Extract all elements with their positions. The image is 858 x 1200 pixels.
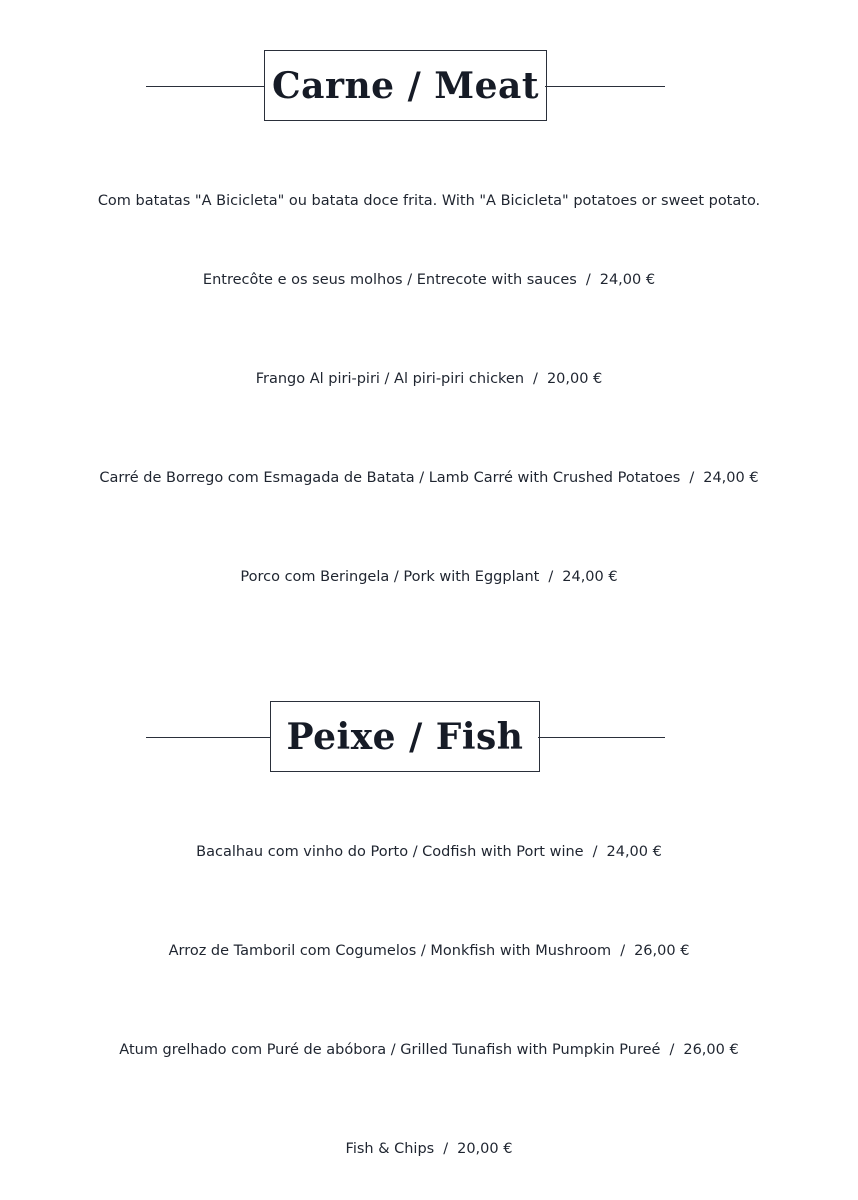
heading-rule-right	[538, 737, 665, 738]
menu-item	[0, 1139, 858, 1159]
meat-heading-box	[264, 50, 547, 121]
price-separator: /	[592, 844, 598, 860]
menu-item-name: Porco com Beringela / Pork with Eggplant	[240, 569, 540, 585]
price-separator: /	[548, 569, 554, 585]
menu-item	[0, 941, 858, 961]
heading-rule-right	[545, 86, 665, 87]
fish-section-heading	[0, 701, 858, 775]
menu-item	[0, 842, 858, 862]
heading-rule-left	[146, 86, 266, 87]
menu-item-name: Carré de Borrego com Esmagada de Batata / Lamb Carré with Crushed Potatoes	[99, 470, 681, 486]
menu-item	[0, 270, 858, 290]
price-separator: /	[620, 943, 626, 959]
menu-item-name: Entrecôte e os seus molhos / Entrecote with sauces	[202, 272, 577, 288]
menu-item-price: 24,00 €	[606, 844, 662, 860]
menu-item	[0, 1040, 858, 1060]
menu-item	[0, 369, 858, 389]
menu-item-price: 26,00 €	[683, 1042, 739, 1058]
menu-item-price: 20,00 €	[457, 1141, 513, 1157]
fish-section-title: Peixe / Fish	[286, 715, 524, 758]
price-separator: /	[533, 371, 538, 387]
menu-item-price: 24,00 €	[562, 569, 618, 585]
menu-item-price: 26,00 €	[634, 943, 690, 959]
meat-section-title: Carne / Meat	[272, 64, 539, 107]
menu-item	[0, 468, 858, 488]
price-separator: /	[585, 272, 591, 288]
price-separator: /	[669, 1042, 675, 1058]
menu-item-name: Atum grelhado com Puré de abóbora / Grilled Tunafish with Pumpkin Pureé	[119, 1042, 661, 1058]
heading-rule-left	[146, 737, 272, 738]
menu-item	[0, 567, 858, 587]
meat-side-note: Com batatas "A Bicicleta" ou batata doce frita. With "A Bicicleta" potatoes or sweet potato.	[97, 193, 761, 209]
price-separator: /	[443, 1141, 449, 1157]
menu-item-price: 24,00 €	[599, 272, 656, 288]
menu-item-price: 24,00 €	[703, 470, 759, 486]
meat-section-heading	[0, 50, 858, 124]
price-separator: /	[689, 470, 695, 486]
menu-item-name: Bacalhau com vinho do Porto / Codfish with Port wine	[196, 844, 584, 860]
menu-item-price: 20,00 €	[546, 371, 603, 387]
menu-item-name: Frango Al piri-piri / Al piri-piri chicken	[255, 371, 525, 387]
fish-heading-box	[270, 701, 540, 772]
menu-item-name: Fish & Chips	[345, 1141, 435, 1157]
menu-item-name: Arroz de Tamboril com Cogumelos / Monkfish with Mushroom	[168, 943, 612, 959]
